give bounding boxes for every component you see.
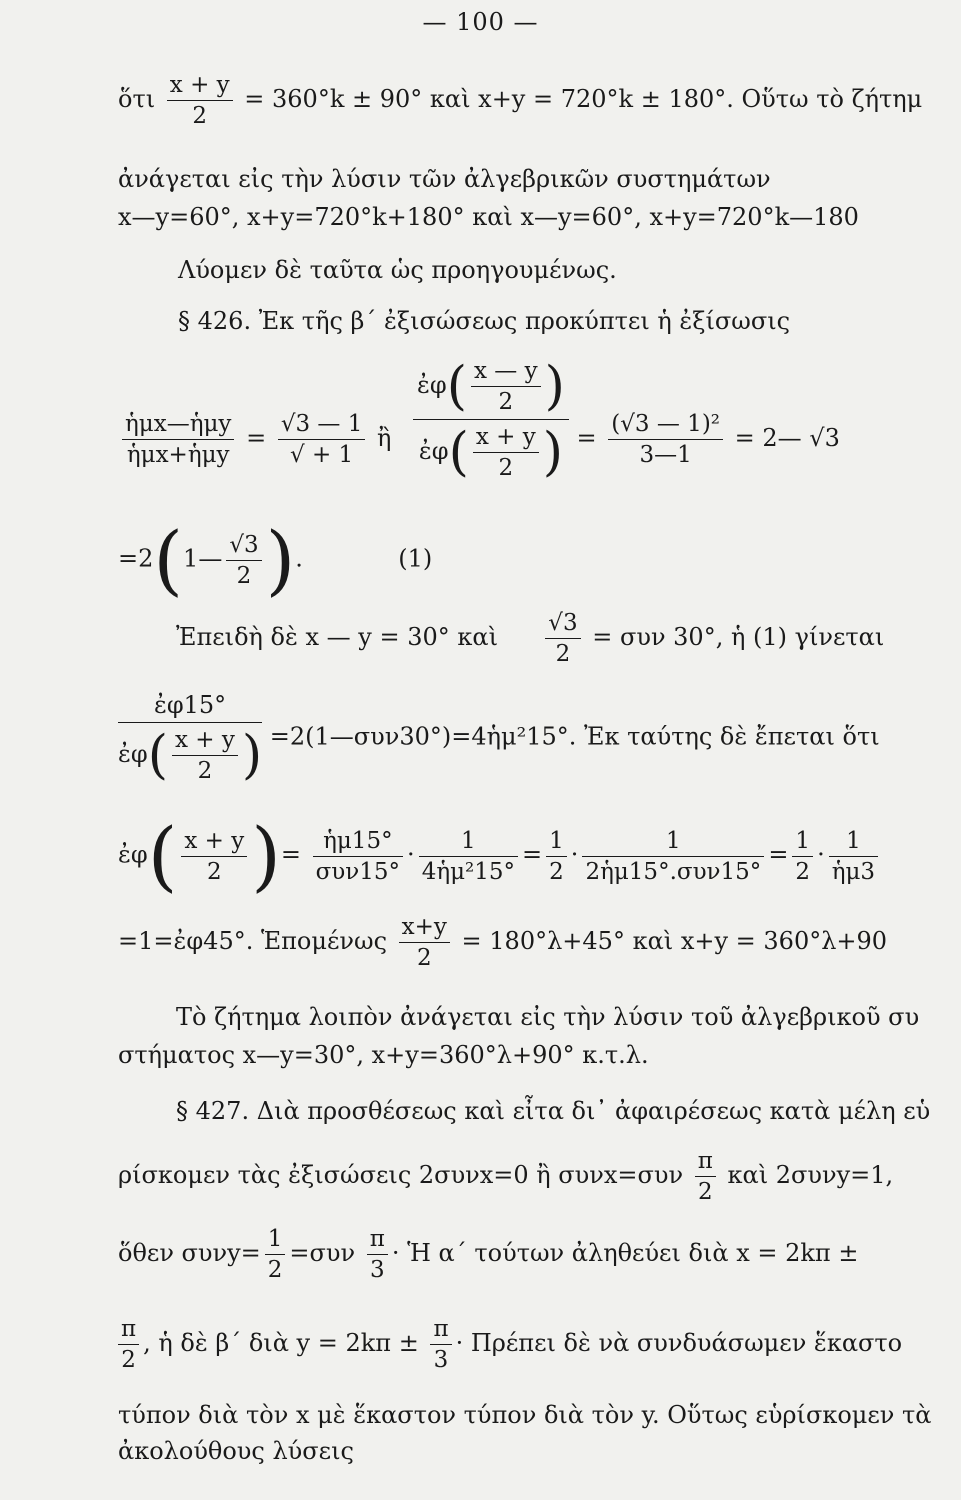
- numerator: x — y: [471, 356, 541, 387]
- fraction: [313, 826, 403, 887]
- text-line: [118, 1146, 893, 1207]
- numerator: π: [430, 1314, 451, 1345]
- denominator: 2: [416, 945, 432, 971]
- fraction: [167, 70, 233, 131]
- tan-label: ἐφ: [417, 371, 447, 399]
- text: ὅθεν συνy=: [118, 1239, 261, 1267]
- text: =συν: [289, 1239, 356, 1267]
- fraction: [546, 826, 567, 887]
- text: Ἐπειδὴ δὲ x — y = 30° καὶ: [176, 623, 499, 651]
- text: , ἡ δὲ β΄ διὰ y = 2kπ ±: [143, 1329, 419, 1357]
- text-line: [118, 70, 922, 131]
- equation-label: (1): [398, 544, 433, 573]
- text: · Ἡ α΄ τούτων ἀληθεύει διὰ x = 2kπ ±: [391, 1239, 859, 1267]
- fraction: ἐφ15° ἐφ( $\frac{x + y}{2}$ ): [118, 691, 263, 786]
- page-number: — 100 —: [422, 8, 539, 36]
- fraction: [695, 1146, 716, 1207]
- equation-line: [118, 912, 887, 973]
- denominator: 2: [498, 455, 514, 481]
- numerator: 1: [582, 826, 764, 857]
- denominator: 4ἡμ²15°: [421, 858, 516, 885]
- denominator: 2: [795, 858, 811, 885]
- text: =2: [118, 544, 154, 573]
- fraction: [399, 912, 450, 973]
- denominator: 2: [549, 858, 564, 885]
- fraction: [265, 1224, 286, 1285]
- equals-sign: =: [768, 840, 789, 869]
- equation-line: [118, 690, 880, 786]
- fraction: [419, 826, 518, 887]
- denominator: 3: [369, 1257, 385, 1283]
- numerator: ἡμx—ἡμy: [122, 409, 234, 440]
- numerator: x + y: [167, 70, 233, 101]
- denominator: 2: [121, 1347, 136, 1373]
- denominator: 2: [192, 103, 208, 129]
- denominator: 2: [236, 562, 252, 589]
- equals-sign: =: [246, 424, 267, 452]
- denominator: 2: [498, 389, 514, 415]
- fraction: [430, 1314, 451, 1375]
- denominator: 3: [433, 1347, 449, 1373]
- text: 1—: [183, 544, 223, 573]
- text-line: Λύομεν δὲ ταῦτα ὡς προηγουμένως.: [178, 256, 617, 284]
- equation-line: ἐφ( $\frac{x + y}{2}$ )= $\frac{\text{ἡμ15°}}{\text{συν15°}}$ · $\frac{1}{\text{4ἡμ²15°}}$ = $\frac{1}{2}$ · $\frac{1}{\text{2ἡμ15°.συν15°}}$ = $\frac{1}{2}$ · $\frac{1}{\text{ἡμ3}}$: [118, 818, 882, 894]
- text-line: [114, 1314, 902, 1375]
- numerator: x + y: [181, 826, 247, 857]
- denominator: 2: [206, 858, 222, 885]
- fraction: [118, 1314, 139, 1375]
- numerator: x+y: [399, 912, 450, 943]
- fraction: [226, 530, 261, 591]
- numerator: (√3 — 1)²: [608, 409, 723, 440]
- text: καὶ 2συνy=1,: [727, 1161, 894, 1189]
- equation-block: [118, 356, 840, 504]
- text: = 180°λ+45° καὶ x+y = 360°λ+90: [461, 927, 888, 955]
- equals-sign: =: [280, 840, 301, 869]
- or-word: ἢ: [377, 424, 392, 452]
- text: · Πρέπει δὲ νὰ συνδυάσωμεν ἕκαστο: [455, 1329, 903, 1357]
- numerator: 1: [419, 826, 518, 857]
- fraction: [608, 409, 723, 470]
- fraction: [367, 1224, 388, 1285]
- tan-label: ἐφ: [118, 740, 148, 768]
- denominator: 2: [267, 1257, 283, 1283]
- equals-sign: =: [576, 424, 597, 452]
- tan-label: ἐφ: [118, 840, 148, 869]
- equation-line: x—y=60°, x+y=720°k+180° καὶ x—y=60°, x+y=720°k—180: [118, 203, 859, 231]
- text-line: στήματος x—y=30°, x+y=360°λ+90° κ.τ.λ.: [118, 1041, 649, 1069]
- denominator: ἡμ3: [831, 858, 876, 885]
- fraction: [792, 826, 813, 887]
- tan-label: ἐφ: [418, 437, 449, 465]
- numerator: π: [367, 1224, 388, 1255]
- numerator: x + y: [473, 422, 539, 453]
- denominator: 2: [555, 641, 571, 667]
- equation-line: =2(1— $\frac{√3}{2}$ ). (1): [118, 515, 433, 604]
- word: ὅτι: [118, 85, 156, 113]
- text: ρίσκομεν τὰς ἐξισώσεις 2συνx=0 ἢ συνx=συν: [118, 1161, 684, 1189]
- equals-sign: =: [522, 840, 543, 869]
- text-line: ἀκολούθους λύσεις: [118, 1437, 354, 1465]
- section-heading: § 427. Διὰ προσθέσεως καὶ εἶτα δι᾿ ἀφαιρέσεως κατὰ μέλη εὑ: [176, 1097, 931, 1125]
- text-line: Τὸ ζήτημα λοιπὸν ἀνάγεται εἰς τὴν λύσιν τοῦ ἀλγεβρικοῦ συ: [176, 1003, 920, 1031]
- fraction: [545, 608, 580, 669]
- text-line: τύπον διὰ τὸν x μὲ ἕκαστον τύπον διὰ τὸν y. Οὕτως εὑρίσκομεν τὰ: [118, 1401, 932, 1429]
- text: =1=ἐφ45°. Ἑπομένως: [118, 927, 388, 955]
- text-line: [118, 1224, 858, 1285]
- text: =2(1—συν30°)=4ἡμ²15°. Ἐκ ταύτης δὲ ἔπεται ὅτι: [269, 722, 880, 751]
- numerator: ἐφ15°: [118, 690, 262, 723]
- numerator: 1: [546, 826, 567, 857]
- fraction: [278, 409, 366, 470]
- tangent-ratio: ἐφ( $\frac{x — y}{2}$ ) ἐφ( $\frac{x + y}{2}$ ): [413, 356, 569, 483]
- denominator: συν15°: [315, 858, 401, 885]
- denominator: 2: [697, 1179, 713, 1205]
- denominator: √ + 1: [289, 442, 354, 468]
- numerator: ἡμ15°: [313, 826, 403, 857]
- fraction: [829, 826, 878, 887]
- text-line: [176, 608, 884, 669]
- numerator: π: [118, 1314, 139, 1345]
- numerator: x + y: [172, 725, 238, 756]
- numerator: √3 — 1: [278, 409, 366, 440]
- text: = συν 30°, ἡ (1) γίνεται: [592, 623, 885, 651]
- numerator: √3: [545, 608, 580, 639]
- result: = 2— √3: [734, 424, 840, 452]
- numerator: 1: [792, 826, 813, 857]
- denominator: 2ἡμ15°.συν15°: [585, 858, 762, 885]
- denominator: 2: [197, 758, 213, 784]
- text: = 360°k ± 90° καὶ x+y = 720°k ± 180°. Οὕτω τὸ ζήτημ: [244, 85, 923, 113]
- numerator: π: [695, 1146, 716, 1177]
- denominator: 3—1: [639, 442, 692, 468]
- section-heading: § 426. Ἐκ τῆς β΄ ἐξισώσεως προκύπτει ἡ ἐξίσωσις: [178, 307, 791, 335]
- denominator: ἡμx+ἡμy: [126, 442, 230, 468]
- numerator: 1: [829, 826, 878, 857]
- fraction: [582, 826, 764, 887]
- numerator: 1: [265, 1224, 286, 1255]
- text: .: [295, 544, 303, 573]
- fraction: [122, 409, 234, 470]
- text-line: ἀνάγεται εἰς τὴν λύσιν τῶν ἀλγεβρικῶν συστημάτων: [118, 165, 771, 193]
- numerator: √3: [226, 530, 261, 561]
